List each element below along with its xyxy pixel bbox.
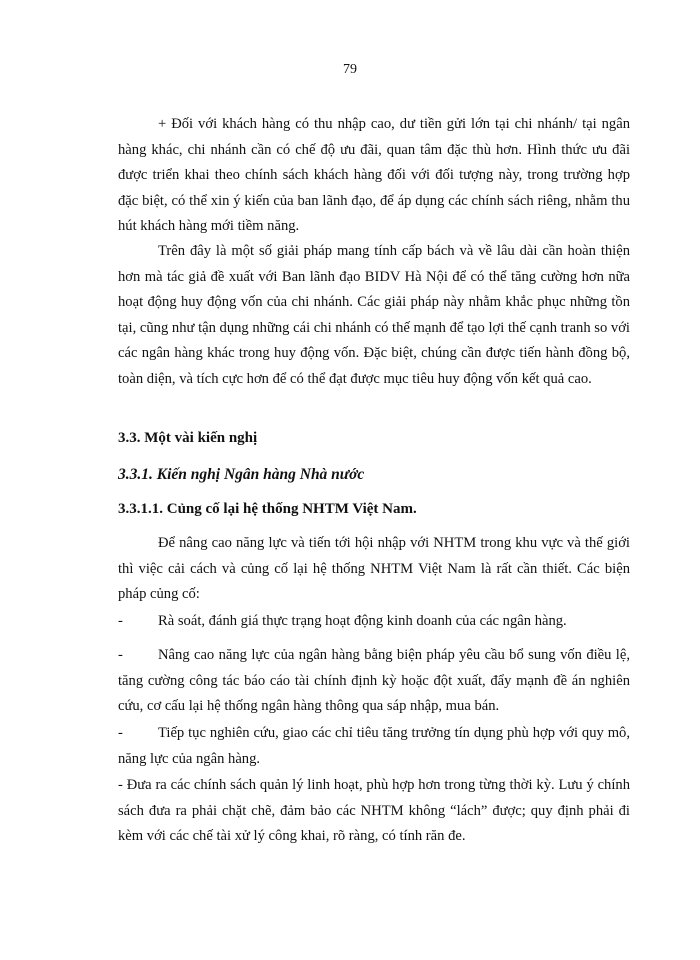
list-item-text: Tiếp tục nghiên cứu, giao các chỉ tiêu tăng trưởng tín dụng phù hợp với quy mô, năng lực của ngân hàng. xyxy=(118,725,630,767)
page-number: 79 xyxy=(343,62,357,77)
paragraph-flexible-policy: - Đưa ra các chính sách quản lý linh hoạt, phù hợp hơn trong từng thời kỳ. Lưu ý chính sách đưa ra phải chặt chẽ, đảm bảo các NHTM không “lách” được; quy định phải đi kèm với các chế tài xử lý công khai, rõ ràng, có tính răn đe. xyxy=(118,777,630,844)
list-item xyxy=(118,609,630,635)
list-item xyxy=(118,643,630,720)
list-dash: - xyxy=(118,725,123,741)
paragraph-customer-policy: + Đối với khách hàng có thu nhập cao, dư tiền gửi lớn tại chi nhánh/ tại ngân hàng khác, chi nhánh cần có chế độ ưu đãi, quan tâm đặc thù hơn. Hình thức ưu đãi được triển khai theo chính sách khách hàng đối với đối tượng này, trong trường hợp đặc biệt, có thể xin ý kiến của ban lãnh đạo, để áp dụng các chính sách riêng, nhằm thu hút khách hàng mới tiềm năng. xyxy=(118,116,630,234)
list-item-text: Nâng cao năng lực của ngân hàng bằng biện pháp yêu cầu bổ sung vốn điều lệ, tăng cường công tác báo cáo tài chính định kỳ hoặc đột xuất, đẩy mạnh đề án nghiên cứu, cơ cấu lại hệ thống ngân hàng thông qua sáp nhập, mua bán. xyxy=(118,647,630,714)
subsubsection-heading-3-3-1-1: 3.3.1.1. Củng cố lại hệ thống NHTM Việt Nam. xyxy=(118,501,417,517)
list-item-text: Rà soát, đánh giá thực trạng hoạt động kinh doanh của các ngân hàng. xyxy=(158,613,567,629)
subsection-heading-3-3-1: 3.3.1. Kiến nghị Ngân hàng Nhà nước xyxy=(118,466,365,483)
list-dash: - xyxy=(118,613,123,629)
section-heading-3-3: 3.3. Một vài kiến nghị xyxy=(118,430,258,446)
list-dash: - xyxy=(118,647,123,663)
list-item xyxy=(118,721,630,772)
paragraph-reform-intro: Để nâng cao năng lực và tiến tới hội nhập với NHTM trong khu vực và thế giới thì việc cải cách và củng cố lại hệ thống NHTM Việt Nam là rất cần thiết. Các biện pháp củng cố: xyxy=(118,535,630,602)
paragraph-solutions-summary: Trên đây là một số giải pháp mang tính cấp bách và về lâu dài cần hoàn thiện hơn mà tác giả đề xuất với Ban lãnh đạo BIDV Hà Nội để có thể tăng cường hơn nữa hoạt động huy động vốn của chi nhánh. Các giải pháp này nhằm khắc phục những tồn tại, cũng như tận dụng những cái chi nhánh có thế mạnh để tạo lợi thế cạnh tranh so với các ngân hàng khác trong huy động vốn. Đặc biệt, chúng cần được tiến hành đồng bộ, toàn diện, và tích cực hơn để có thể đạt được mục tiêu huy động vốn kết quả cao. xyxy=(118,243,630,387)
